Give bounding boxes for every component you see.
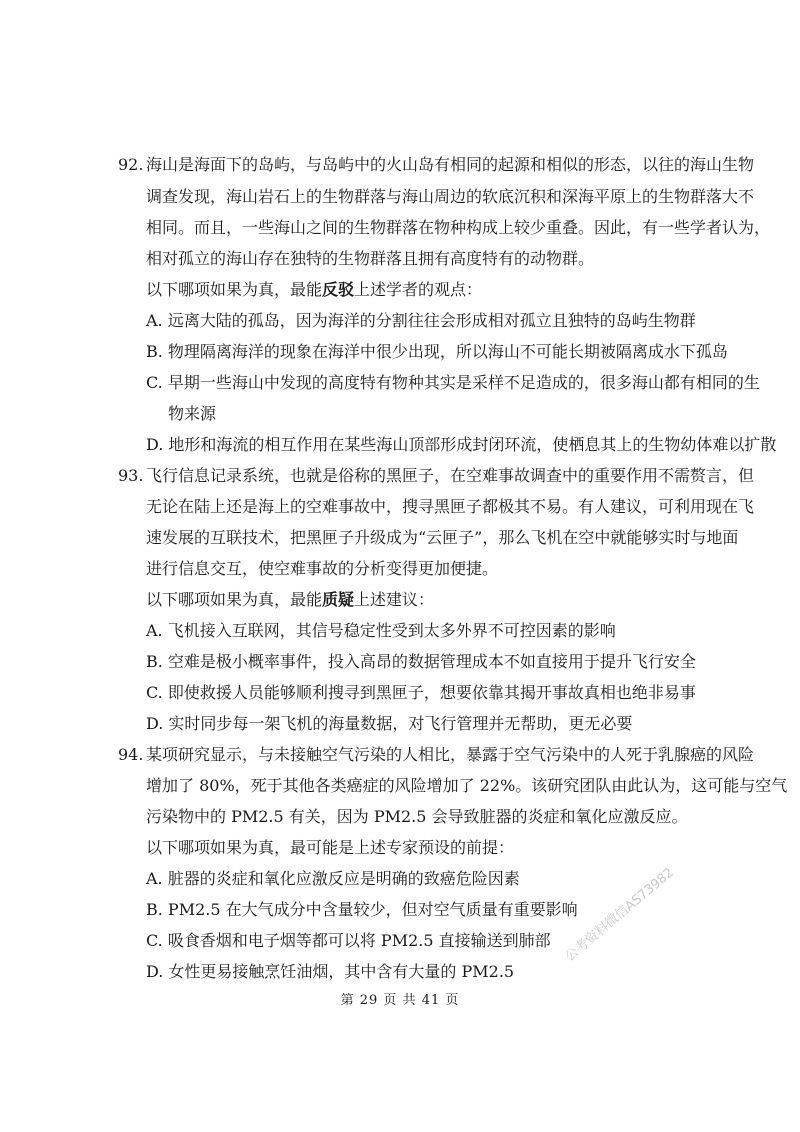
option-c: C. 吸食香烟和电子烟等都可以将 PM2.5 直接输送到肺部 — [146, 931, 551, 950]
question-number: 94. — [118, 745, 144, 764]
question-stem-line: 海山是海面下的岛屿，与岛屿中的火山岛有相同的起源和相似的形态，以往的海山生物 — [146, 155, 755, 174]
option-d: D. 地形和海流的相互作用在某些海山顶部形成封闭环流，使栖息其上的生物幼体难以扩散 — [146, 435, 777, 454]
question-stem-line: 飞行信息记录系统，也就是俗称的黑匣子，在空难事故调查中的重要作用不需赘言，但 — [146, 466, 755, 485]
question-stem-line: 相同。而且，一些海山之间的生物群落在物种构成上较少重叠。因此，有一些学者认为， — [146, 218, 771, 237]
question-stem-line: 进行信息交互，使空难事故的分析变得更加便捷。 — [146, 559, 499, 578]
option-a: A. 脏器的炎症和氧化应激反应是明确的致癌危险因素 — [146, 869, 520, 888]
question-stem-line: 无论在陆上还是海上的空难事故中，搜寻黑匣子都极其不易。有人建议，可利用现在飞 — [146, 497, 755, 516]
emphasis-word: 反驳 — [322, 280, 355, 299]
question-stem-line: 污染物中的 PM2.5 有关，因为 PM2.5 会导致脏器的炎症和氧化应激反应。 — [146, 807, 688, 826]
question-prompt: 以下哪项如果为真，最能反驳上述学者的观点： — [146, 280, 483, 299]
question-number: 93. — [118, 466, 144, 485]
option-d: D. 女性更易接触烹饪油烟，其中含有大量的 PM2.5 — [146, 962, 515, 981]
option-c: C. 即使救援人员能够顺利搜寻到黑匣子，想要依靠其揭开事故真相也绝非易事 — [146, 683, 696, 702]
option-a: A. 远离大陆的孤岛，因为海洋的分割往往会形成相对孤立且独特的岛屿生物群 — [146, 311, 696, 330]
emphasis-word: 质疑 — [322, 590, 355, 609]
option-a: A. 飞机接入互联网，其信号稳定性受到太多外界不可控因素的影响 — [146, 621, 616, 640]
watermark: 公考资料微信AS73982 — [562, 865, 677, 965]
page-footer: 第 29 页 共 41 页 — [340, 993, 460, 1008]
question-prompt: 以下哪项如果为真，最可能是上述专家预设的前提： — [146, 838, 515, 857]
option-c: C. 早期一些海山中发现的高度特有物种其实是采样不足造成的，很多海山都有相同的生 — [146, 373, 760, 392]
question-stem-line: 增加了 80%，死于其他各类癌症的风险增加了 22%。该研究团队由此认为，这可能与空气 — [146, 776, 788, 795]
option-b: B. PM2.5 在大气成分中含量较少，但对空气质量有重要影响 — [146, 900, 578, 919]
question-number: 92. — [118, 155, 144, 174]
option-b: B. 物理隔离海洋的现象在海洋中很少出现，所以海山不可能长期被隔离成水下孤岛 — [146, 342, 728, 361]
question-stem-line: 调查发现，海山岩石上的生物群落与海山周边的软底沉积和深海平原上的生物群落大不 — [146, 187, 755, 206]
question-prompt: 以下哪项如果为真，最能质疑上述建议： — [146, 590, 435, 609]
question-stem-line: 速发展的互联技术，把黑匣子升级成为“云匣子”，那么飞机在空中就能够实时与地面 — [146, 528, 739, 547]
question-stem-line: 某项研究显示，与未接触空气污染的人相比，暴露于空气污染中的人死于乳腺癌的风险 — [146, 745, 755, 764]
option-d: D. 实时同步每一架飞机的海量数据，对飞行管理并无帮助，更无必要 — [146, 714, 633, 733]
option-c-continued: 物来源 — [168, 404, 217, 423]
option-b: B. 空难是极小概率事件，投入高昂的数据管理成本不如直接用于提升飞行安全 — [146, 652, 696, 671]
question-stem-line: 相对孤立的海山存在独特的生物群落且拥有高度特有的动物群。 — [146, 249, 595, 268]
